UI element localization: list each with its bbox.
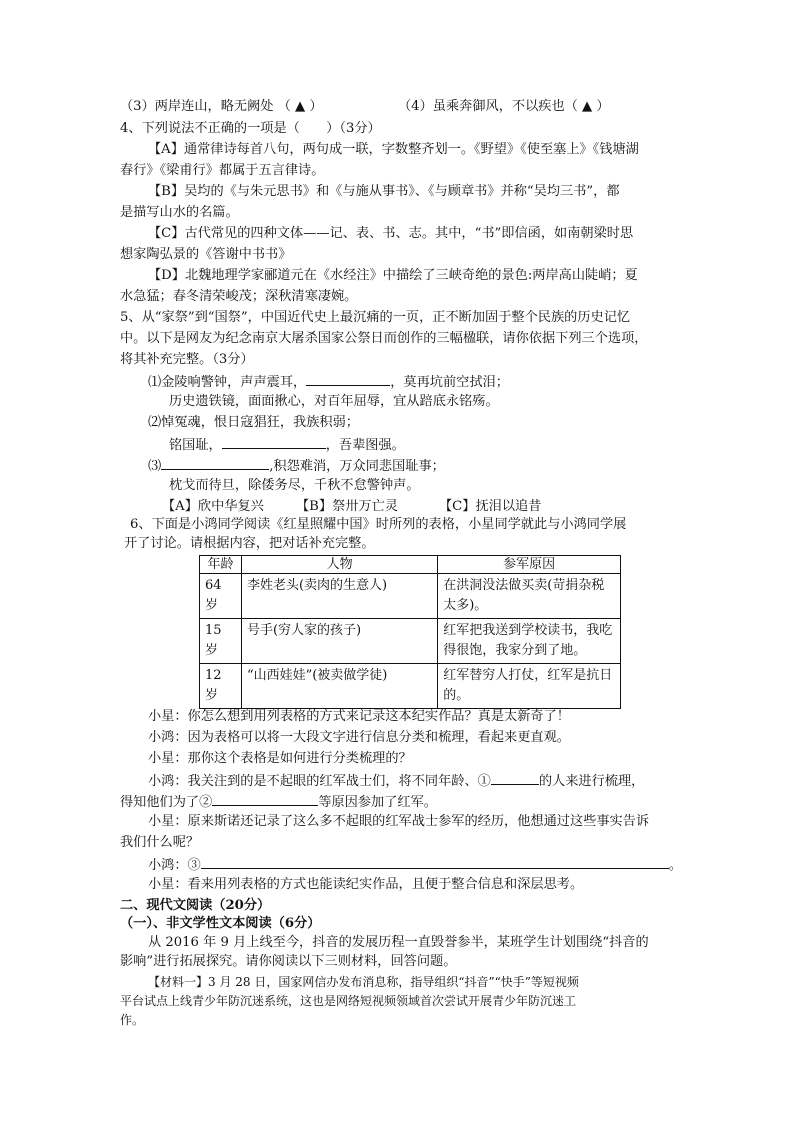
q3-item-4: （4）虽乘奔御风，不以疾也（ ▲ ） [398, 99, 610, 114]
q5-stem-line3: 将其补充完整。（3分） [120, 352, 254, 367]
table-row [200, 574, 621, 619]
section-2-para-line2: 影响”进行拓展探究。请你阅读以下三则材料，回答问题。 [120, 954, 457, 969]
q3-item-3: （3）两岸连山，略无阙处 （ ▲ ） [120, 99, 323, 114]
soldier-table [199, 555, 621, 709]
header-reason: 参军原因 [438, 556, 621, 574]
dialogue-line-5-pre: 得知他们为了② [120, 795, 213, 810]
dialogue-line-5-post: 等原因参加了红军。 [318, 795, 437, 810]
q5-stem-line2: 中。以下是网友为纪念南京大屠杀国家公祭日而创作的三幅楹联，请你依据下列三个选项， [120, 331, 648, 346]
option-b: 【B】祭卅万亡灵 [296, 499, 399, 514]
couplet-2-lower-post: ，吾辈图强。 [325, 438, 405, 453]
couplet-3-upper-post: ,积怨难消，万众同悲国耻事； [269, 459, 445, 474]
blank-2[interactable] [222, 435, 326, 449]
dialogue-line-9: 小星：看来用列表格的方式也能读纪实作品，且便于整合信息和深层思考。 [148, 877, 584, 892]
q4-option-d-line1: 【D】北魏地理学家郦道元在《水经注》中描绘了三峡奇绝的景色:两岸高山陡峭；夏 [148, 268, 638, 283]
dialogue-line-1: 小星：你怎么想到用列表格的方式来记录这本纪实作品？真是太新奇了！ [148, 709, 570, 724]
q6-stem-line2: 开了讨论。请根据内容，把对话补充完整。 [124, 536, 375, 551]
q5-stem-line1: 5、从“家祭”到“国祭”，中国近代史上最沉痛的一页，正不断加固于整个民族的历史记忆 [120, 310, 631, 325]
q4-option-b-line2: 是描写山水的名篇。 [120, 205, 239, 220]
table-row [200, 664, 621, 709]
option-a: 【A】欣中华复兴 [162, 499, 264, 514]
header-person: 人物 [241, 556, 437, 574]
section-2-para-line1: 从 2016 年 9 月上线至今，抖音的发展历程一直毁誉参半，某班学生计划围绕“抖音的 [148, 935, 649, 950]
cell-person: 李姓老头(卖肉的生意人) [241, 574, 437, 619]
dialogue-line-3: 小星：那你这个表格是如何进行分类梳理的？ [148, 751, 412, 766]
cell-reason: 在洪洞没法做买卖(苛捐杂税太多)。 [438, 574, 621, 619]
cell-person: “山西娃娃”(被卖做学徒) [241, 664, 437, 709]
dialogue-line-5 [120, 792, 437, 812]
section-2-subtitle: （一）、非文学性文本阅读（6分） [120, 916, 321, 931]
q4-option-c-line2: 想家陶弘景的《答谢中书书》 [120, 247, 292, 262]
q4-option-c-line1: 【C】古代常见的四种文体——记、表、书、志。其中，“书”即信函，如南朝梁时思 [148, 226, 634, 241]
couplet-2-upper: ⑵悼冤魂，恨日寇猖狂，我族积弱； [148, 415, 359, 430]
couplet-1-lower: 历史遗铁镜，面面揪心，对百年屈辱，宜从踣底永铭殇。 [169, 394, 499, 409]
couplet-1-upper-pre: ⑴金陵响警钟，声声震耳， [148, 375, 307, 390]
couplet-3-upper-pre: ⑶ [148, 459, 162, 474]
dialogue-line-4-pre: 小鸿：我关注到的是不起眼的红军战士们，将不同年龄、① [148, 774, 491, 789]
dialogue-line-6: 小星：原来斯诺还记录了这么多不起眼的红军战士参军的经历，他想通过这些事实告诉 [148, 814, 650, 829]
couplet-1-upper [148, 372, 509, 392]
option-c: 【C】抚泪以追昔 [439, 499, 542, 514]
dialogue-line-8-pre: 小鸿：③ [148, 858, 201, 873]
couplet-2-lower [169, 435, 405, 455]
cell-age: 15 岁 [200, 619, 242, 664]
header-age: 年龄 [200, 556, 242, 574]
couplet-3-lower: 枕戈而待旦，除倭务尽，千秋不怠警钟声。 [169, 478, 420, 493]
cell-age: 12 岁 [200, 664, 242, 709]
q4-option-d-line2: 水急猛；春冬清荣峻茂；深秋清寒凄婉。 [120, 289, 358, 304]
material-1-line3: 作。 [120, 1013, 145, 1027]
couplet-2-lower-pre: 铭国耻， [169, 438, 222, 453]
dialogue-line-8-post: 。 [668, 858, 682, 873]
section-2-title: 二、现代文阅读（20分） [120, 898, 271, 913]
q4-stem: 4、下列说法不正确的一项是（ ）（3分） [120, 121, 381, 136]
table-header-row [200, 556, 621, 574]
material-1-line2: 平台试点上线青少年防沉迷系统，这也是网络短视频领域首次尝试开展青少年防沉迷工 [120, 994, 577, 1008]
q4-option-a-line1: 【A】通常律诗每首八句，两句成一联，字数整齐划一。《野望》《使至塞上》《钱塘湖 [148, 142, 639, 157]
blank-q6-3[interactable] [201, 855, 669, 869]
cell-reason: 红军把我送到学校读书，我吃得很饱，我家分到了地。 [438, 619, 621, 664]
cell-reason: 红军替穷人打仗，红军是抗日的。 [438, 664, 621, 709]
table-row [200, 619, 621, 664]
dialogue-line-8 [148, 855, 682, 875]
dialogue-line-2: 小鸿：因为表格可以将一大段文字进行信息分类和梳理，看起来更直观。 [148, 730, 570, 745]
dialogue-line-4-post: 的人来进行梳理， [538, 774, 645, 789]
material-1-line1: 【材料一】3 月 28 日，国家网信办发布消息称，指导组织“抖音”“快手”等短视频 [148, 975, 579, 989]
blank-q6-2[interactable] [212, 792, 318, 806]
blank-1[interactable] [306, 372, 390, 386]
dialogue-line-4 [148, 771, 644, 791]
couplet-3-upper [148, 456, 445, 476]
q6-stem-line1: 6、下面是小鸿同学阅读《红星照耀中国》时所列的表格，小星同学就此与小鸿同学展 [130, 517, 627, 532]
cell-person: 号手(穷人家的孩子) [241, 619, 437, 664]
cell-age: 64 岁 [200, 574, 242, 619]
dialogue-line-7: 我们什么呢？ [120, 835, 200, 850]
blank-3[interactable] [161, 456, 269, 470]
q4-option-b-line1: 【B】吴均的《与朱元思书》和《与施从事书》、《与顾章书》并称“吴均三书”，都 [148, 184, 620, 199]
blank-q6-1[interactable] [491, 771, 539, 785]
couplet-1-upper-post: ，莫再坑前空拭泪； [390, 375, 509, 390]
q4-option-a-line2: 春行》《梁甫行》都属于五言律诗。 [120, 163, 325, 178]
